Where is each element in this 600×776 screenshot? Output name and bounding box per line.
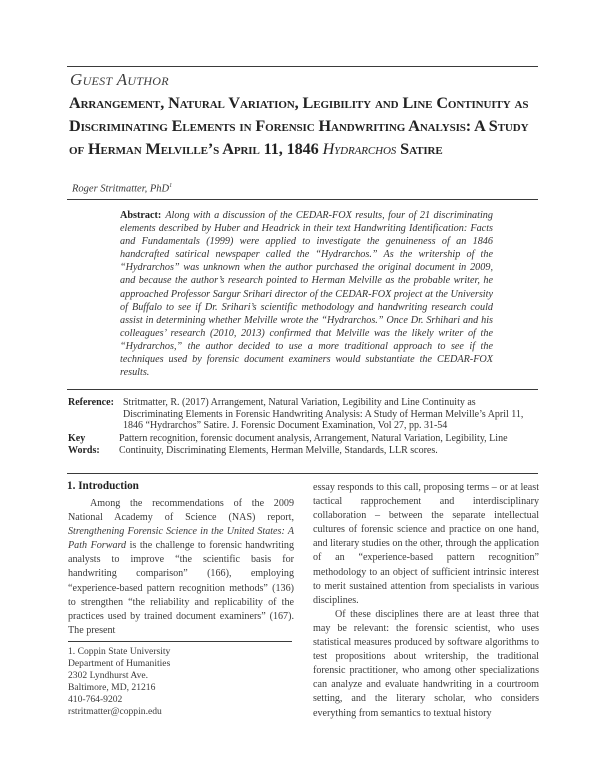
abstract-label: Abstract: — [120, 210, 162, 221]
section-label: Guest Author — [70, 70, 169, 89]
keywords-rule — [67, 473, 538, 474]
abstract-rule — [67, 389, 538, 390]
reference-block — [68, 397, 538, 432]
right-column — [313, 481, 539, 721]
footnote-rule — [68, 641, 292, 642]
intro-paragraph-2: Of these disciplines there are at least three that may be relevant: the forensic scientist, who uses statistical measures produced by software algorithms to test propositions about writership, the traditional forensic practitioner, who among other specializations can analyze and evaluate handwriting in a courtroom setting, and the literary scholar, who considers everything from semantics to textual history — [313, 608, 539, 719]
footnote-line: 1. Coppin State University — [68, 646, 171, 657]
report-title-italic: Strengthening Forensic Science in the United States: A Path Forward — [68, 526, 294, 552]
title-main: Arrangement, Natural Variation, Legibility and Line Continuity as Discriminating Elements in Forensic Handwriting Analysis: A Study of Herman Melville’s April 11, 1846 — [69, 94, 529, 158]
intro-text-continued: is the challenge to forensic handwriting analysts to improve “the scientific basis for handwriting comparison” (166), employing “experience-based pattern recognition methods” (136) to strengthen “the reliability and replicability of the practices used by trained document examiners” (167). The present — [68, 540, 294, 636]
author-byline — [72, 183, 172, 195]
intro-paragraph-1 — [68, 497, 294, 638]
paper-title — [69, 92, 544, 161]
title-italic: Hydrarchos — [322, 140, 397, 158]
keywords-label: Key Words: — [68, 433, 100, 456]
left-column — [68, 497, 294, 638]
footnote-line: Department of Humanities — [68, 657, 171, 669]
section-heading-introduction: 1. Introduction — [67, 480, 139, 492]
intro-text: Among the recommendations of the 2009 National Academy of Science (NAS) report, — [68, 498, 294, 524]
footnote-line: 2302 Lyndhurst Ave. — [68, 669, 149, 681]
footnote-affiliation — [68, 646, 170, 717]
author-rule — [67, 199, 538, 200]
keywords-block — [68, 433, 538, 456]
intro-paragraph-1-continued: essay responds to this call, proposing terms – or at least tactical rapprochement and interdisciplinary collaboration – between the separate intellectual cultures of forensic science and practice on one hand, and literary studies on the other, through the application of an “experience-based pattern recognition” methodology to an object of sufficient intrinsic interest to merit sustained attention from specialists in various disciplines. — [313, 482, 539, 606]
footnote-email: rstritmatter@coppin.edu — [68, 705, 162, 717]
author-footnote-mark: 1 — [169, 183, 173, 189]
keywords-text: Pattern recognition, forensic document analysis, Arrangement, Natural Variation, Legibility, Line Continuity, Discriminating Elements, Herman Melville, Standards, LLR scores. — [119, 433, 508, 456]
footnote-line: Baltimore, MD, 21216 — [68, 681, 156, 693]
title-end: Satire — [396, 140, 443, 158]
reference-label: Reference: — [68, 397, 114, 408]
footnote-line: 410-764-9202 — [68, 693, 123, 705]
abstract — [120, 209, 493, 379]
author-name: Roger Stritmatter, PhD — [72, 183, 170, 195]
abstract-text: Along with a discussion of the CEDAR-FOX results, four of 21 discriminating elements described by Huber and Headrick in their text Handwriting Identification: Facts and Fundamentals (1999) were applied to investigate the genuineness of an 1846 handcrafted satirical newspaper called the “Hydrarchos.” As the writership of the “Hydrarchos” was unknown when the author purchased the original document in 2009, and because the author’s research pointed to Herman Melville as the probable writer, he approached Professor Sargur Srihari director of the CEDAR-FOX project at the University of Buffalo to see if Dr. Srihari’s scientific methodology and handwriting research could assist in determining whether Melville wrote the “Hydrarchos.” Once Dr. Srhihari and his colleagues’ research (2010, 2013) confirmed that Melville was the likely writer of the “Hydrarchos,” the author decided to use a more traditional approach to see if the techniques used by forensic document examiners would substantiate the CEDAR-FOX results. — [120, 210, 493, 379]
reference-text: Stritmatter, R. (2017) Arrangement, Natural Variation, Legibility and Line Continuity as Discriminating Elements in Forensic Handwriting Analysis: A Study of Herman Melville’s April 11, 1846 “Hydrarchos” Satire. J. Forensic Document Examination, Vol 27, pp. 31-54 — [123, 397, 524, 431]
top-rule — [67, 66, 538, 67]
